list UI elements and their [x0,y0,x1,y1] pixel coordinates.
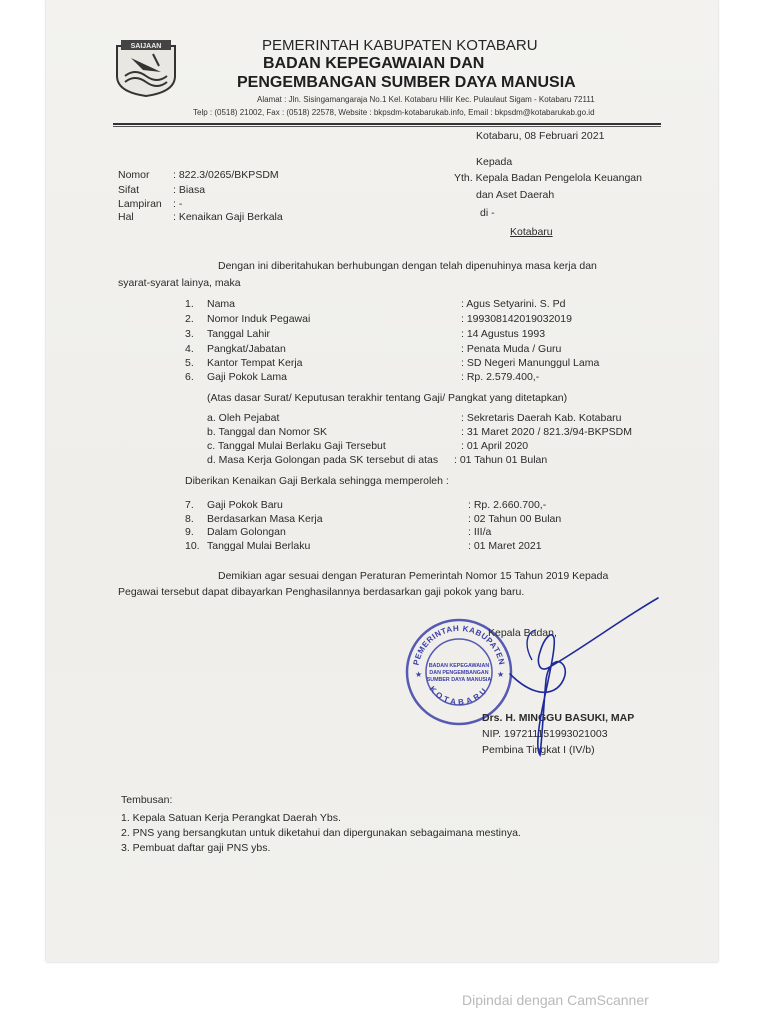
tembusan-item: 1. Kepala Satuan Kerja Perangkat Daerah Ybs. [121,812,341,824]
recipient-kepada: Kepada [476,156,513,168]
closing-line2: Pegawai tersebut dapat dibayarkan Penghasilannya berdasarkan gaji pokok yang baru. [118,586,525,598]
item-label: Nama [207,298,236,310]
item-value: : Penata Muda / Guru [461,343,562,355]
header-rule-thin [113,126,661,127]
signatory-title: Kepala Badan, [488,627,557,639]
item-label: Kantor Tempat Kerja [207,357,303,369]
item-label: Pangkat/Jabatan [207,343,286,355]
recipient-line2: dan Aset Daerah [476,189,555,201]
stamp-star-icon: ★ [415,670,423,679]
stamp-ring-bottom: KOTABARU [427,684,491,707]
item-label: Gaji Pokok Lama [207,371,287,383]
item-value: : Rp. 2.660.700,- [468,499,547,511]
stamp-ring-top: PEMERINTAH KABUPATEN [411,623,507,667]
basis-note: (Atas dasar Surat/ Keputusan terakhir tentang Gaji/ Pangkat yang ditetapkan) [207,392,568,404]
meta-label: Lampiran [118,198,162,210]
meta-label: Nomor [118,169,150,181]
meta-value: : Biasa [173,184,206,196]
tembusan-item: 3. Pembuat daftar gaji PNS ybs. [121,842,271,854]
item-number: 4. [185,343,194,355]
sub-item-value: : Sekretaris Daerah Kab. Kotabaru [461,412,622,424]
header-government: PEMERINTAH KABUPATEN KOTABARU [262,37,538,54]
item-number: 9. [185,526,194,538]
signature-icon [470,590,665,760]
sub-item-label: b. Tanggal dan Nomor SK [207,426,328,438]
sub-item-value: : 01 Tahun 01 Bulan [454,454,548,466]
header-agency-line2: PENGEMBANGAN SUMBER DAYA MANUSIA [237,74,576,91]
header-rule [113,123,661,125]
stamp-center-line2: DAN PENGEMBANGAN [429,670,489,676]
item-number: 1. [185,298,194,310]
item-label: Tanggal Lahir [207,328,271,340]
meta-label: Sifat [118,184,140,196]
signatory-nip: NIP. 197211151993021003 [482,728,608,740]
recipient-di: di - [480,207,495,219]
item-number: 2. [185,313,194,325]
header-address: Alamat : Jln. Sisingamangaraja No.1 Kel. Kotabaru Hilir Kec. Pulaulaut Sigam - Kotabaru 72111 [257,95,595,104]
item-value: : SD Negeri Manunggul Lama [461,357,600,369]
item-number: 3. [185,328,194,340]
item-number: 6. [185,371,194,383]
recipient-place: Kotabaru [510,226,553,238]
closing-line1: Demikian agar sesuai dengan Peraturan Pemerintah Nomor 15 Tahun 2019 Kepada [218,570,609,582]
item-label: Dalam Golongan [207,526,286,538]
logo-text: SAIJAAN [130,43,162,50]
item-number: 7. [185,499,194,511]
header-agency-line1: BADAN KEPEGAWAIAN DAN [263,55,485,72]
intro-line1: Dengan ini diberitahukan berhubungan dengan telah dipenuhinya masa kerja dan [218,260,597,272]
item-value: : 01 Maret 2021 [468,540,542,552]
meta-value: : 822.3/0265/BKPSDM [173,169,279,181]
given-note: Diberikan Kenaikan Gaji Berkala sehingga memperoleh : [185,475,449,487]
sub-item-value: : 01 April 2020 [461,440,529,452]
tembusan-title: Tembusan: [121,794,173,806]
item-number: 8. [185,513,194,525]
meta-value: : Kenaikan Gaji Berkala [173,211,283,223]
recipient-line1: Yth. Kepala Badan Pengelola Keuangan [454,172,642,184]
item-label: Berdasarkan Masa Kerja [207,513,323,525]
stamp-center-line1: BADAN KEPEGAWAIAN [428,663,490,669]
sub-item-label: d. Masa Kerja Golongan pada SK tersebut di atas [207,454,439,466]
signatory-rank: Pembina Tingkat I (IV/b) [482,744,595,756]
sub-item-value: : 31 Maret 2020 / 821.3/94-BKPSDM [461,426,633,438]
signatory-name: Drs. H. MINGGU BASUKI, MAP [482,712,635,724]
item-label: Nomor Induk Pegawai [207,313,311,325]
item-value: : Agus Setyarini. S. Pd [461,298,566,310]
sub-item-label: c. Tanggal Mulai Berlaku Gaji Tersebut [207,440,386,452]
item-label: Tanggal Mulai Berlaku [207,540,311,552]
sub-item-label: a. Oleh Pejabat [207,412,280,424]
intro-line2: syarat-syarat lainya, maka [118,277,241,289]
stamp-center-line3: SUMBER DAYA MANUSIA [426,677,492,683]
item-value: : Rp. 2.579.400,- [461,371,540,383]
item-value: : 199308142019032019 [461,313,572,325]
meta-value: : - [173,198,183,210]
tembusan-item: 2. PNS yang bersangkutan untuk diketahui dan dipergunakan sebagaimana mestinya. [121,827,521,839]
item-number: 10. [185,540,200,552]
meta-label: Hal [118,211,134,223]
item-label: Gaji Pokok Baru [207,499,283,511]
stamp-star-icon: ★ [497,670,505,679]
item-number: 5. [185,357,194,369]
scanner-watermark: Dipindai dengan CamScanner [462,992,649,1008]
header-contact: Telp : (0518) 21002, Fax : (0518) 22578, Website : bkpsdm-kotabarukab.info, Email : bkpsdm@kotabarukab.go.id [193,108,595,117]
item-value: : 02 Tahun 00 Bulan [468,513,562,525]
regency-emblem-icon [113,36,179,98]
letter-date: Kotabaru, 08 Februari 2021 [476,130,605,142]
item-value: : III/a [468,526,492,538]
item-value: : 14 Agustus 1993 [461,328,546,340]
